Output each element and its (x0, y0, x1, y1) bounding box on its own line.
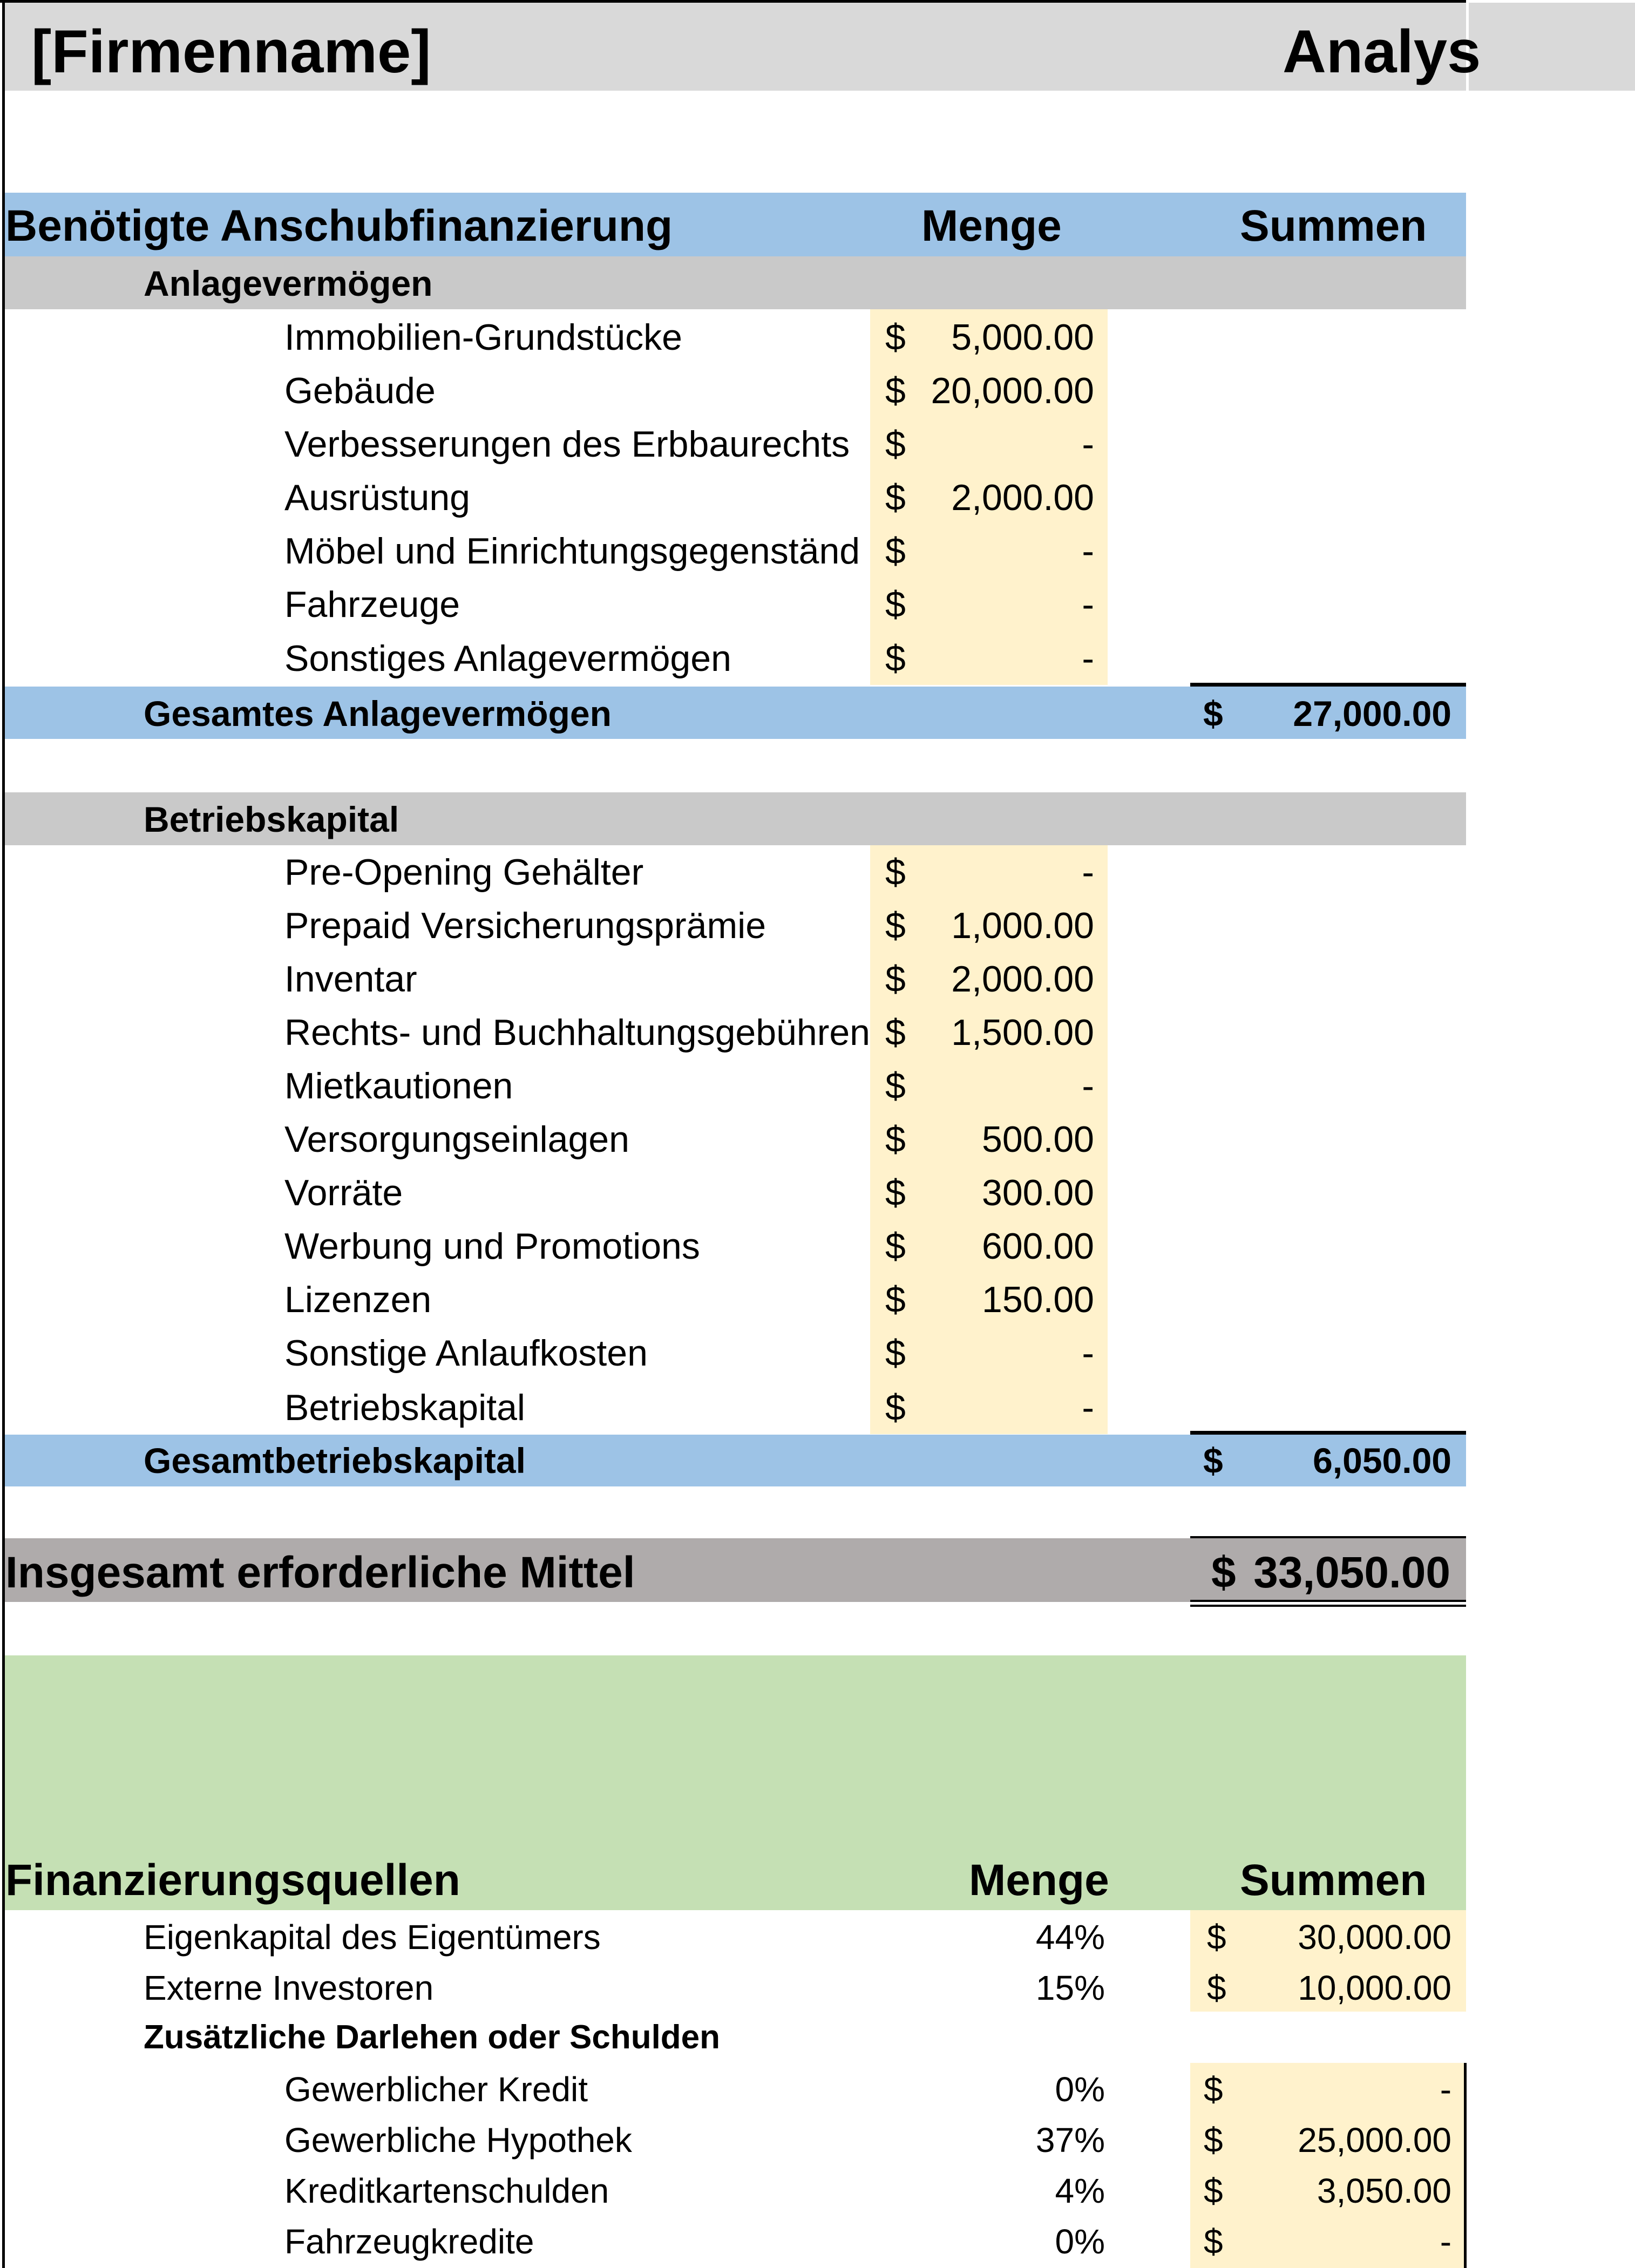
working-capital-label: Inventar (284, 959, 417, 1000)
fixed-asset-value[interactable]: 20,000.00 (931, 370, 1094, 411)
working-capital-total-currency: $ (1203, 1441, 1223, 1481)
working-capital-currency[interactable]: $ (885, 1172, 906, 1213)
working-capital-label: Werbung und Promotions (284, 1226, 700, 1267)
working-capital-currency[interactable]: $ (885, 1333, 906, 1374)
fixed-asset-label: Sonstiges Anlagevermögen (284, 638, 731, 679)
grand-total-double-underline-1 (1190, 1600, 1466, 1602)
fixed-asset-currency[interactable]: $ (885, 477, 906, 518)
loan-pct: 4% (1055, 2171, 1105, 2210)
sheet-left-border (2, 0, 5, 2268)
working-capital-value[interactable]: 1,500.00 (951, 1012, 1094, 1053)
sheet-title: Analys (1283, 18, 1481, 85)
working-capital-value[interactable]: 2,000.00 (951, 959, 1094, 1000)
funding-source-pct: 15% (1035, 1968, 1105, 2007)
loans-right-border (1464, 2063, 1467, 2268)
loan-value[interactable]: - (1440, 2222, 1451, 2261)
loan-currency: $ (1204, 2171, 1223, 2210)
loan-value[interactable]: 25,000.00 (1298, 2121, 1451, 2160)
working-capital-label: Betriebskapital (284, 1387, 526, 1428)
working-capital-label: Vorräte (284, 1172, 403, 1213)
loans-heading: Zusätzliche Darlehen oder Schulden (144, 2019, 721, 2056)
loan-label: Fahrzeugkredite (284, 2222, 534, 2261)
working-capital-label: Versorgungseinlagen (284, 1119, 629, 1160)
fixed-asset-value[interactable]: - (1082, 531, 1094, 572)
fixed-asset-value[interactable]: 5,000.00 (951, 317, 1094, 358)
working-capital-value[interactable]: - (1082, 852, 1094, 893)
working-capital-currency[interactable]: $ (885, 1119, 906, 1160)
fixed-asset-currency[interactable]: $ (885, 584, 906, 625)
fixed-asset-value[interactable]: - (1082, 424, 1094, 465)
fixed-assets-heading: Anlagevermögen (144, 263, 433, 303)
working-capital-currency[interactable]: $ (885, 1012, 906, 1053)
working-capital-value[interactable]: 500.00 (982, 1119, 1094, 1160)
fixed-asset-label: Verbesserungen des Erbbaurechts (284, 424, 850, 465)
fixed-asset-currency[interactable]: $ (885, 370, 906, 411)
fixed-asset-currency[interactable]: $ (885, 424, 906, 465)
company-name[interactable]: [Firmenname] (31, 18, 431, 85)
funding-source-label: Eigenkapital des Eigentümers (144, 1918, 601, 1957)
working-capital-value[interactable]: 1,000.00 (951, 905, 1094, 946)
funding-col-amount: Menge (969, 1856, 1109, 1905)
loans-input-area (1190, 2063, 1466, 2268)
working-capital-value[interactable]: - (1082, 1333, 1094, 1374)
loan-currency: $ (1204, 2121, 1223, 2160)
loan-label: Gewerblicher Kredit (284, 2070, 588, 2109)
loan-value[interactable]: 3,050.00 (1317, 2171, 1451, 2210)
grand-total-value: 33,050.00 (1253, 1548, 1450, 1597)
loan-value[interactable]: - (1440, 2070, 1451, 2109)
funding-heading: Finanzierungsquellen (5, 1856, 460, 1905)
fixed-assets-total-value: 27,000.00 (1293, 694, 1451, 734)
working-capital-currency[interactable]: $ (885, 959, 906, 1000)
loan-pct: 0% (1055, 2222, 1105, 2261)
fixed-asset-label: Gebäude (284, 370, 436, 411)
working-capital-currency[interactable]: $ (885, 1387, 906, 1428)
fixed-asset-currency[interactable]: $ (885, 531, 906, 572)
loan-label: Gewerbliche Hypothek (284, 2121, 632, 2160)
fixed-asset-label: Möbel und Einrichtungsgegenständ (284, 531, 860, 572)
fixed-asset-currency[interactable]: $ (885, 638, 906, 679)
funding-source-currency: $ (1207, 1968, 1226, 2007)
fixed-assets-total-label: Gesamtes Anlagevermögen (144, 694, 612, 734)
working-capital-label: Mietkautionen (284, 1065, 513, 1106)
fixed-asset-label: Ausrüstung (284, 477, 470, 518)
fixed-asset-value[interactable]: - (1082, 584, 1094, 625)
funding-source-value[interactable]: 10,000.00 (1298, 1968, 1451, 2007)
startup-heading: Benötigte Anschubfinanzierung (5, 201, 673, 250)
fixed-asset-currency[interactable]: $ (885, 317, 906, 358)
working-capital-total-label: Gesamtbetriebskapital (144, 1441, 526, 1481)
working-capital-heading: Betriebskapital (144, 799, 399, 839)
fixed-asset-label: Fahrzeuge (284, 584, 460, 625)
working-capital-label: Rechts- und Buchhaltungsgebühren (284, 1012, 870, 1053)
funding-source-currency: $ (1207, 1918, 1226, 1957)
working-capital-label: Pre-Opening Gehälter (284, 852, 644, 893)
working-capital-currency[interactable]: $ (885, 1065, 906, 1106)
loan-pct: 0% (1055, 2070, 1105, 2109)
grand-total-label: Insgesamt erforderliche Mittel (5, 1548, 635, 1597)
working-capital-value[interactable]: - (1082, 1387, 1094, 1428)
working-capital-value[interactable]: - (1082, 1065, 1094, 1106)
grand-total-currency: $ (1211, 1548, 1236, 1597)
grand-total-double-underline-2 (1190, 1605, 1466, 1607)
working-capital-label: Prepaid Versicherungsprämie (284, 905, 766, 946)
loan-currency: $ (1204, 2222, 1223, 2261)
working-capital-value[interactable]: 600.00 (982, 1226, 1094, 1267)
loan-pct: 37% (1035, 2121, 1105, 2160)
working-capital-currency[interactable]: $ (885, 1226, 906, 1267)
fixed-assets-total-currency: $ (1203, 694, 1223, 734)
working-capital-value[interactable]: 150.00 (982, 1279, 1094, 1320)
startup-col-totals: Summen (1240, 201, 1427, 250)
working-capital-currency[interactable]: $ (885, 905, 906, 946)
fixed-asset-label: Immobilien-Grundstücke (284, 317, 682, 358)
startup-col-amount: Menge (921, 201, 1062, 250)
working-capital-currency[interactable]: $ (885, 1279, 906, 1320)
funding-source-label: Externe Investoren (144, 1968, 434, 2007)
working-capital-label: Lizenzen (284, 1279, 432, 1320)
working-capital-label: Sonstige Anlaufkosten (284, 1333, 648, 1374)
working-capital-total-value: 6,050.00 (1313, 1441, 1451, 1481)
loan-label: Kreditkartenschulden (284, 2171, 609, 2210)
funding-source-value[interactable]: 30,000.00 (1298, 1918, 1451, 1957)
fixed-asset-value[interactable]: - (1082, 638, 1094, 679)
funding-col-totals: Summen (1240, 1856, 1427, 1905)
fixed-asset-value[interactable]: 2,000.00 (951, 477, 1094, 518)
working-capital-value[interactable]: 300.00 (982, 1172, 1094, 1213)
funding-source-pct: 44% (1035, 1918, 1105, 1957)
working-capital-currency[interactable]: $ (885, 852, 906, 893)
loan-currency: $ (1204, 2070, 1223, 2109)
